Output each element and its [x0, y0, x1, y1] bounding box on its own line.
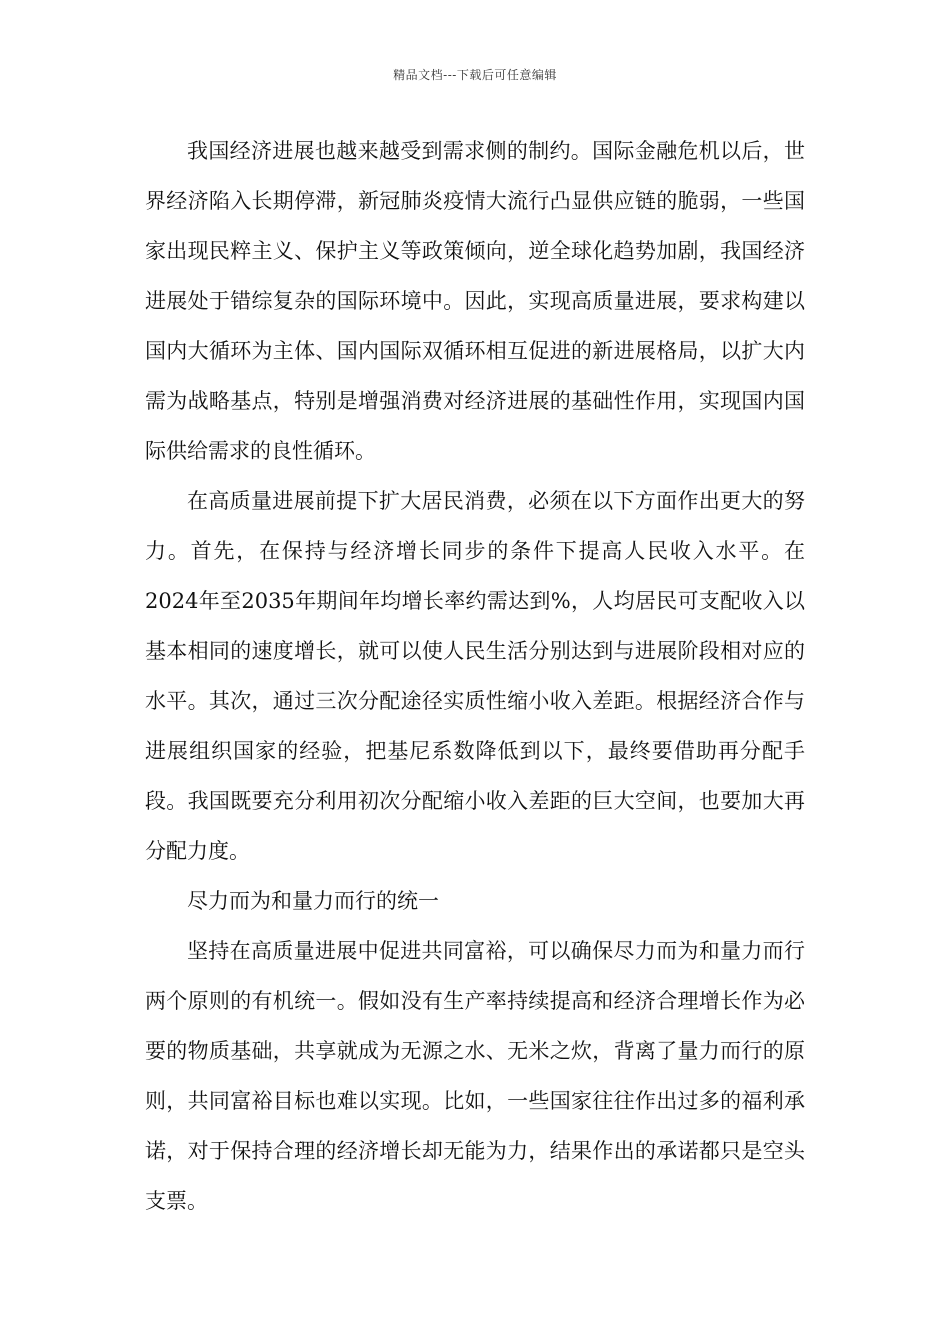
paragraph-common-prosperity: 坚持在高质量进展中促进共同富裕，可以确保尽力而为和量力而行两个原则的有机统一。假如没有生产率持续提高和经济合理增长作为必要的物质基础，共享就成为无源之水、无米之炊，背离了量力而行的原则，共同富裕目标也难以实现。比如，一些国家往往作出过多的福利承诺，对于保持合理的经济增长却无能为力，结果作出的承诺都只是空头支票。 [145, 939, 805, 1213]
document-body [145, 126, 805, 1226]
paragraph-expand-consumption: 在高质量进展前提下扩大居民消费，必须在以下方面作出更大的努力。首先，在保持与经济增长同步的条件下提高人民收入水平。在2024年至2035年期间年均增长率约需达到%，人均居民可支配收入以基本相同的速度增长，就可以使人民生活分别达到与进展阶段相对应的水平。其次，通过三次分配途径实质性缩小收入差距。根据经济合作与进展组织国家的经验，把基尼系数降低到以下，最终要借助再分配手段。我国既要充分利用初次分配缩小收入差距的巨大空间，也要加大再分配力度。 [145, 489, 805, 863]
section-heading: 尽力而为和量力而行的统一 [187, 889, 439, 913]
paragraph-demand-constraints: 我国经济进展也越来越受到需求侧的制约。国际金融危机以后，世界经济陷入长期停滞，新冠肺炎疫情大流行凸显供应链的脆弱，一些国家出现民粹主义、保护主义等政策倾向，逆全球化趋势加剧，我国经济进展处于错综复杂的国际环境中。因此，实现高质量进展，要求构建以国内大循环为主体、国内国际双循环相互促进的新进展格局，以扩大内需为战略基点，特别是增强消费对经济进展的基础性作用，实现国内国际供给需求的良性循环。 [145, 139, 805, 463]
page-header: 精品文档---下载后可任意编辑 [393, 68, 557, 82]
